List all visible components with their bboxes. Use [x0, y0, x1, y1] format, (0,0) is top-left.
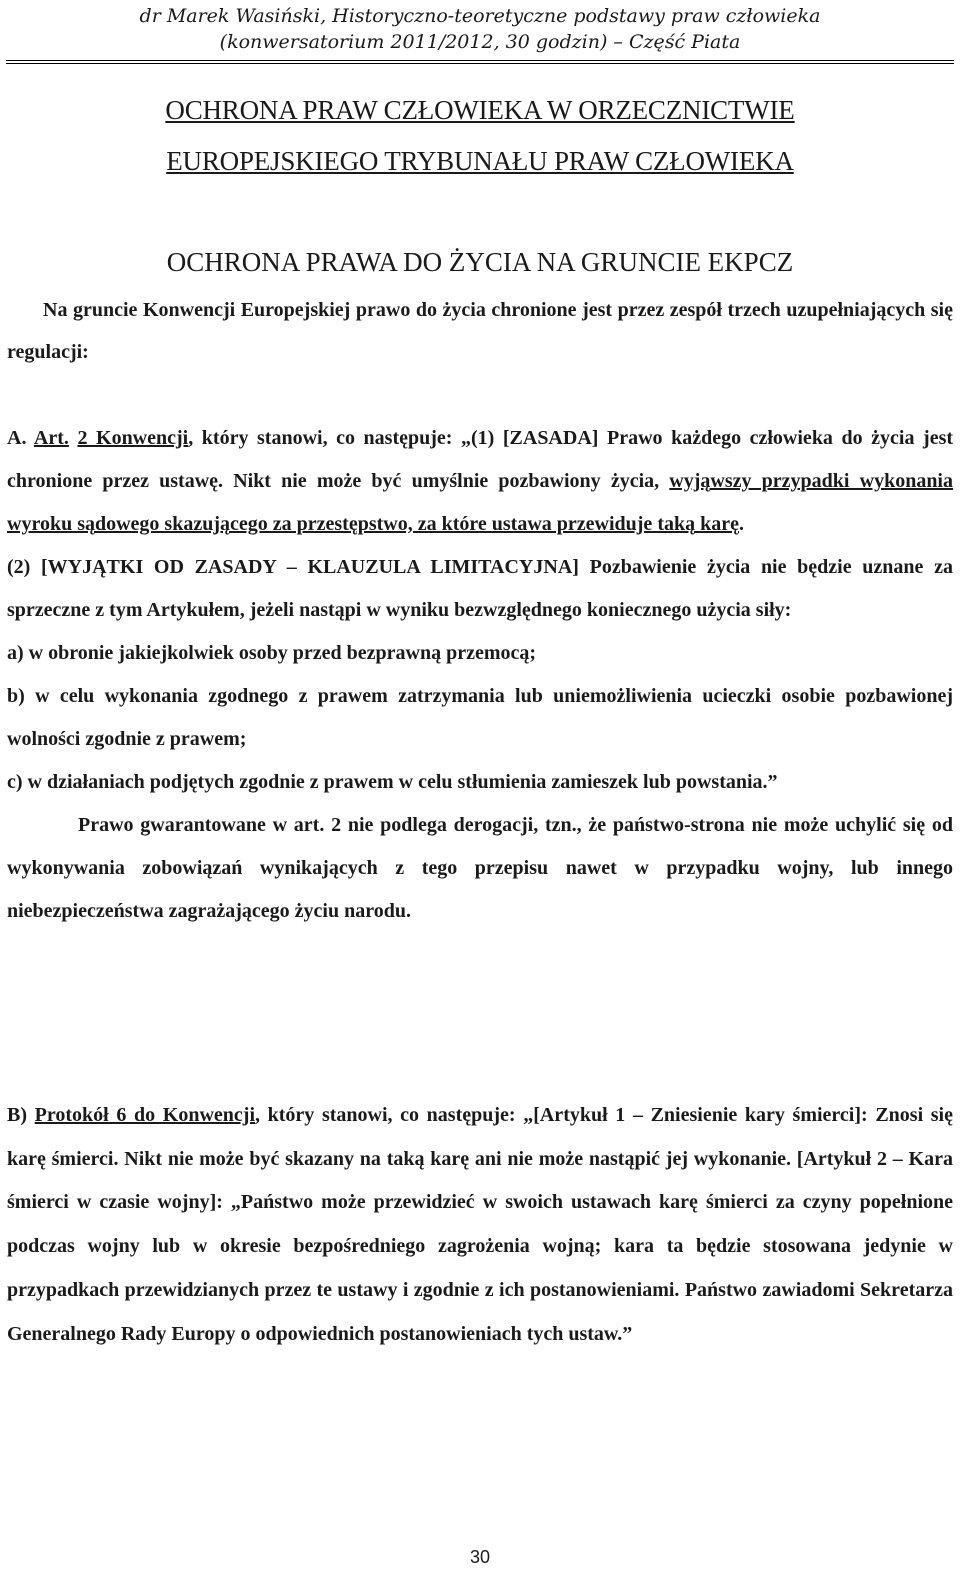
- article-2-text: , który stanowi, co następuje: „(1) [ZASADA] Prawo każdego człowieka do życia jest chronione przez ustawę. Nikt nie może być umyślnie pozbawiony życia,: [7, 427, 954, 492]
- protocol-prefix: B): [7, 1104, 35, 1126]
- section-title: OCHRONA PRAWA DO ŻYCIA NA GRUNCIE EKPCZ: [166, 247, 794, 277]
- article-2-text-end: .: [738, 513, 744, 535]
- article-2-point-a: a) w obronie jakiejkolwiek osoby przed bezprawną przemocą;: [7, 642, 537, 664]
- header-line-1: dr Marek Wasiński, Historyczno-teoretyczne podstawy praw człowieka: [139, 5, 821, 27]
- article-2-point-b: b) w celu wykonania zgodnego z prawem zatrzymania lub uniemożliwienia ucieczki osobie pozbawionej wolności zgodnie z prawem;: [7, 685, 953, 750]
- document-title-line-2: EUROPEJSKIEGO TRYBUNAŁU PRAW CZŁOWIEKA: [166, 146, 794, 176]
- article-2-point-c: c) w działaniach podjętych zgodnie z prawem w celu stłumienia zamieszek lub powstania.”: [7, 771, 778, 793]
- header-rule-thin: [6, 63, 954, 64]
- header-rule: [6, 60, 954, 61]
- article-2-paragraph-1: [7, 417, 953, 546]
- protocol-6-link[interactable]: Protokół 6 do Konwencji: [34, 1104, 255, 1126]
- protocol-6-text: , który stanowi, co następuje: „[Artykuł 1 – Zniesienie kary śmierci]: Znosi się karę śmierci. Nikt nie może być skazany na taką karę ani nie może nastąpić jej wykonanie. [Artykuł 2 – Kara śmierci w czasie wojny]: „Państwo może przewidzieć w swoich ustawach karę śmierci za czyny popełnione podczas wojny lub w okresie bezpośredniego zagrożenia wojną; kara ta będzie stosowana jedynie w przypadkach przewidzianych przez te ustawy i zgodnie z ich postanowieniami. Państwo zawiadomi Sekretarza Generalnego Rady Europy o odpowiednich postanowieniach tych ustaw.”: [7, 1104, 953, 1345]
- konwencji-link[interactable]: 2 Konwencji: [77, 427, 189, 449]
- document-title-line-1: OCHRONA PRAW CZŁOWIEKA W ORZECZNICTWIE: [165, 95, 795, 125]
- article-prefix: A.: [7, 427, 34, 449]
- header-line-2: (konwersatorium 2011/2012, 30 godzin) – Część Piata: [219, 31, 741, 53]
- article-2-section: [7, 417, 953, 933]
- art-link[interactable]: Art.: [33, 427, 69, 449]
- protocol-6-paragraph: [7, 1094, 953, 1356]
- protocol-6-section: [7, 1094, 953, 1356]
- intro-paragraph: [7, 289, 953, 373]
- exception-underlined-text: wyjąwszy przypadki wykonania wyroku sądowego skazującego za przestępstwo, za które ustawa przewiduje taką karę: [7, 470, 953, 535]
- derogation-paragraph: Prawo gwarantowane w art. 2 nie podlega derogacji, tzn., że państwo-strona nie może uchylić się od wykonywania zobowiązań wynikających z tego przepisu nawet w przypadku wojny, lub innego niebezpieczeństwa zagrażającego życiu narodu.: [7, 814, 953, 922]
- article-2-paragraph-2: (2) [WYJĄTKI OD ZASADY – KLAUZULA LIMITACYJNA] Pozbawienie życia nie będzie uznane za sprzeczne z tym Artykułem, jeżeli nastąpi w wyniku bezwzględnego koniecznego użycia siły:: [7, 556, 953, 621]
- page-header: [0, 0, 960, 55]
- page-number: 30: [469, 1547, 491, 1567]
- intro-text: Na gruncie Konwencji Europejskiej prawo do życia chronione jest przez zespół trzech uzupełniających się regulacji:: [7, 299, 953, 363]
